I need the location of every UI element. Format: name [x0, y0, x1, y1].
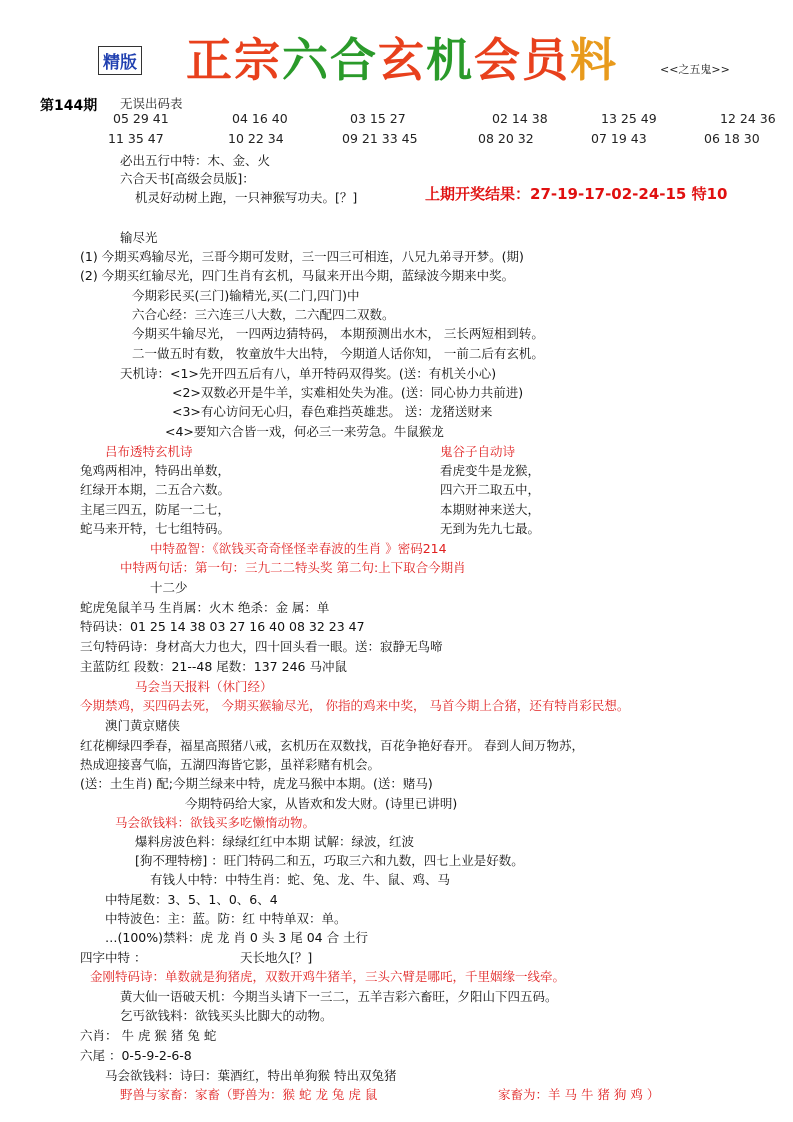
text-line: 六合天书[高级会员版]：: [120, 171, 255, 186]
text-line: 今期买牛输尽光， 一四两边猜特码， 本期预测出水木， 三长两短相到转。: [132, 326, 544, 341]
text-line: [狗不理特榜] ：旺门特码二和五，巧取三六和九数，四七上业是好数。: [135, 853, 524, 868]
code-cell: 06 18 30: [704, 131, 760, 146]
text-line: 中特尾数：3、5、1、0、6、4: [105, 892, 278, 907]
code-cell: 10 22 34: [228, 131, 284, 146]
text-line: 红绿开本期，二五合六数。: [80, 482, 231, 497]
text-line: <4>要知六合皆一戏，何必三一来劳急。牛鼠猴龙: [165, 424, 444, 439]
code-cell: 04 16 40: [232, 111, 288, 126]
text-line: 六肖： 牛 虎 猴 猪 兔 蛇: [80, 1028, 217, 1043]
text-line: 澳门黄京赌侠: [105, 718, 181, 733]
text-line: 兔鸡两相冲，特码出单数，: [80, 463, 231, 478]
title-char: 六: [282, 33, 330, 87]
title-char: 机: [426, 33, 474, 87]
code-cell: 05 29 41: [113, 111, 169, 126]
text-line: 必出五行中特：木、金、火: [120, 153, 271, 168]
code-cell: 09 21 33 45: [342, 131, 418, 146]
text-line: 六合心经：三六连三八大数，二六配四二双数。: [132, 307, 395, 322]
text-line: 热成迎接喜气临，五湖四海皆它影，虽祥彩赌有机会。: [80, 757, 381, 772]
text-line: 十二少: [150, 580, 188, 595]
text-line: 蛇马来开特，七七组特码。: [80, 521, 231, 536]
text-line: (2) 今期买红输尽光，四门生肖有玄机，马鼠来开出今期，蓝绿波今期来中奖。: [80, 268, 515, 283]
text-line: <3>有心访问无心归，春色难挡英雄悲。 送：龙猪送财来: [172, 404, 493, 419]
code-cell: 08 20 32: [478, 131, 534, 146]
code-cell: 02 14 38: [492, 111, 548, 126]
text-line: 今期特码给大家，从皆欢和发大财。(诗里已讲明): [185, 796, 458, 811]
code-table-title: 无误出码表: [120, 96, 183, 111]
text-line: 三句特码诗：身材高大力也大，四十回头看一眼。送：寂静无鸟啼: [80, 639, 443, 654]
text-line: 红花柳绿四季春，福星高照猪八戒，玄机历在双数找，百花争艳好春开。 春到人间万物苏，: [80, 738, 584, 753]
text-line: 今期彩民买(三门)输精光,买(二门,四门)中: [132, 288, 360, 303]
text-line: 四字中特 ：: [80, 950, 147, 965]
text-line: 看虎变牛是龙猴，: [440, 463, 541, 478]
text-line: 天长地久[？]: [240, 950, 313, 965]
page-title: [186, 24, 618, 90]
title-char: 员: [522, 33, 570, 87]
code-cell: 07 19 43: [591, 131, 647, 146]
version-badge: 精版: [98, 46, 142, 75]
text-line: 机灵好动树上跑，一只神猴写功夫。[？]: [135, 190, 358, 205]
text-line: <2>双数必开是牛羊，实难相处失为准。(送：同心协力共前进): [172, 385, 524, 400]
title-char: 宗: [234, 33, 282, 87]
text-line: 爆料房波色料：绿绿红红中本期 试解：绿波，红波: [135, 834, 414, 849]
text-line: 主尾三四五，防尾一二七，: [80, 502, 231, 517]
text-line: 六尾 ：0-5-9-2-6-8: [80, 1048, 192, 1063]
text-line: 野兽与家畜：家畜（野兽为：猴 蛇 龙 兔 虎 鼠: [120, 1087, 378, 1102]
text-line: 无到为先九七最。: [440, 521, 541, 536]
text-line: 家畜为：羊 马 牛 猪 狗 鸡 ）: [498, 1087, 660, 1102]
text-line: (送：土生肖) 配;今期兰绿来中特，虎龙马猴中本期。(送：赌马): [80, 776, 433, 791]
text-line: 马会欲钱料：诗曰：葉酒红，特出单狗猴 特出双兔猪: [105, 1068, 397, 1083]
text-line: 本期财神来送大，: [440, 502, 541, 517]
text-line: 马会欲钱料：欲钱买多吃懒惰动物。: [115, 815, 316, 830]
title-char: 正: [186, 33, 234, 87]
code-cell: 03 15 27: [350, 111, 406, 126]
text-line: 黄大仙一语破天机：今期当头请下一三二，五羊吉彩六畜旺，夕阳山下四五码。: [120, 989, 558, 1004]
text-line: 中特盈智：《欲钱买奇奇怪怪幸春波的生肖 》密码214: [150, 541, 447, 556]
code-cell: 12 24 36: [720, 111, 776, 126]
text-line: 马会当天报料（休门经）: [135, 679, 273, 694]
text-line: 中特两句话：第一句：三九二二特头奖 第二句:上下取合今期肖: [120, 560, 466, 575]
text-line: 金刚特码诗：单数就是狗猪虎，双数开鸡牛猪羊，三头六臂是哪吒，千里姻缘一线牵。: [90, 969, 566, 984]
text-line: 天机诗：<1>先开四五后有八，单开特码双得奖。(送：有机关小心): [120, 366, 497, 381]
title-char: 会: [474, 33, 522, 87]
text-line: (1) 今期买鸡输尽光，三哥今期可发财，三一四三可相连，八兄九弟寻开梦。(期): [80, 249, 524, 264]
text-line: 四六开二取五中，: [440, 482, 541, 497]
text-line: 主蓝防红 段数：21--48 尾数：137 246 马冲鼠: [80, 659, 347, 674]
text-line: 吕布透特玄机诗: [105, 444, 193, 459]
text-line: 特码诀：01 25 14 38 03 27 16 40 08 32 23 47: [80, 619, 365, 634]
author-signature: <<之五鬼>>: [660, 63, 730, 76]
text-line: 中特波色：主：蓝。防：红 中特单双：单。: [105, 911, 347, 926]
title-char: 料: [570, 33, 618, 87]
code-cell: 11 35 47: [108, 131, 164, 146]
text-line: 蛇虎兔鼠羊马 生肖属：火木 绝杀：金 属：单: [80, 600, 330, 615]
title-char: 合: [330, 33, 378, 87]
last-draw-result: 上期开奖结果：27-19-17-02-24-15 特10: [425, 185, 728, 203]
text-line: 输尽光: [120, 230, 158, 245]
text-line: 今期禁鸡，买四码去死， 今期买猴输尽光， 你指的鸡来中奖， 马首今期上合猪，还有特肖彩民想。: [80, 698, 630, 713]
code-cell: 13 25 49: [601, 111, 657, 126]
text-line: 有钱人中特：中特生肖：蛇、兔、龙、牛、鼠、鸡、马: [150, 872, 451, 887]
text-line: 乞丐欲钱料：欲钱买头比脚大的动物。: [120, 1008, 333, 1023]
title-char: 玄: [378, 33, 426, 87]
text-line: 二一做五时有数， 牧童放牛大出特， 今期道人话你知， 一前二后有玄机。: [132, 346, 544, 361]
issue-number: 第144期: [40, 98, 98, 114]
text-line: …(100%)禁料：虎 龙 肖 0 头 3 尾 04 合 土行: [105, 930, 369, 945]
text-line: 鬼谷子自动诗: [440, 444, 516, 459]
